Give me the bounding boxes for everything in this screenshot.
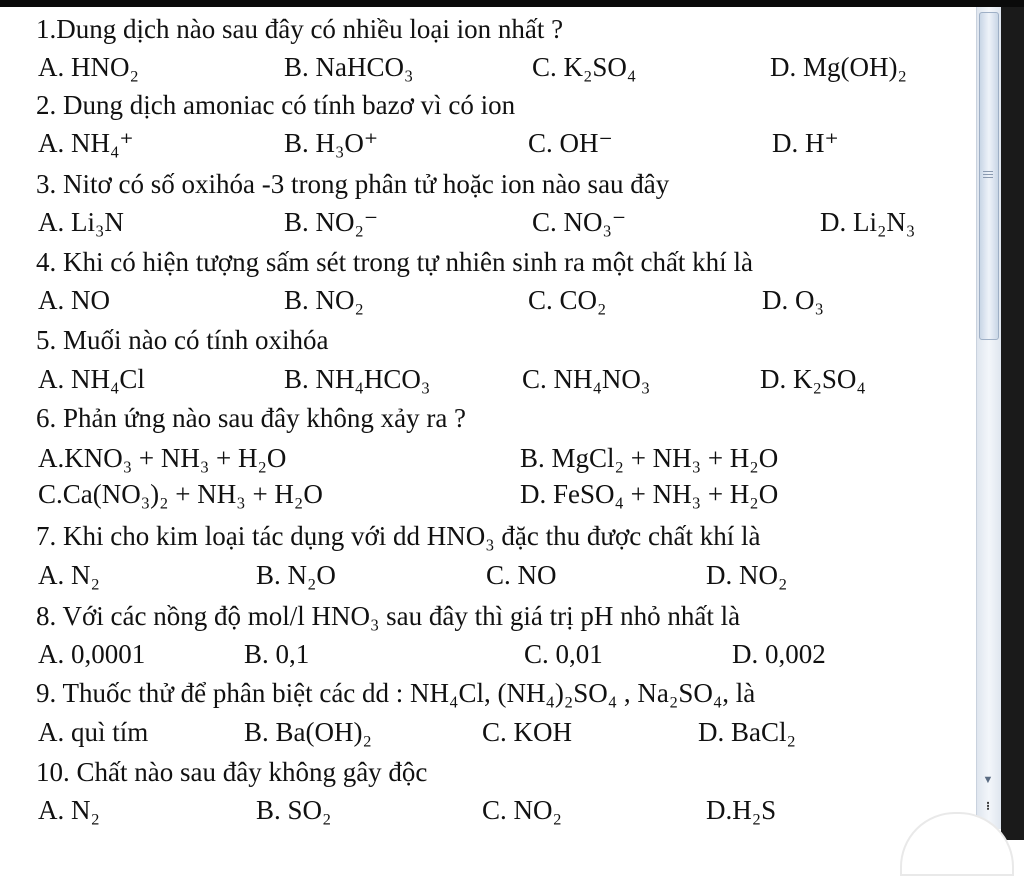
q7-option-a: A. N₂ (38, 560, 100, 590)
q6-option-d: D. FeSO₄ + NH₃ + H₂O (520, 479, 779, 509)
q8-option-b: B. 0,1 (244, 639, 310, 669)
q8-option-a: A. 0,0001 (38, 639, 146, 669)
question-5: 5. Muối nào có tính oxihóa (36, 325, 329, 355)
q4-option-c: C. CO₂ (528, 285, 607, 315)
q10-option-d: D.H₂S (706, 795, 777, 825)
q1-option-c: C. K₂SO₄ (532, 52, 637, 82)
question-6: 6. Phản ứng nào sau đây không xảy ra ? (36, 403, 467, 433)
q4-option-d: D. O₃ (762, 285, 824, 315)
right-edge-border (1001, 7, 1024, 840)
q10-option-a: A. N₂ (38, 795, 100, 825)
q7-option-d: D. NO₂ (706, 560, 788, 590)
q1-option-a: A. HNO₂ (38, 52, 139, 82)
q6-option-c: C.Ca(NO₃)₂ + NH₃ + H₂O (38, 479, 323, 509)
question-3: 3. Nitơ có số oxihóa -3 trong phân tử hoặc ion nào sau đây (36, 169, 670, 199)
q10-option-b: B. SO₂ (256, 795, 332, 825)
question-8: 8. Với các nồng độ mol/l HNO₃ sau đây thì giá trị pH nhỏ nhất là (36, 601, 741, 631)
q2-option-a: A. NH₄⁺ (38, 128, 134, 158)
question-10: 10. Chất nào sau đây không gây độc (36, 757, 428, 787)
q9-option-d: D. BaCl₂ (698, 717, 796, 747)
q5-option-a: A. NH₄Cl (38, 364, 145, 394)
question-9: 9. Thuốc thử để phân biệt các dd : NH₄Cl, (NH₄)₂SO₄ , Na₂SO₄, là (36, 678, 756, 708)
q4-option-a: A. NO (38, 285, 110, 315)
question-1: 1.Dung dịch nào sau đây có nhiều loại ion nhất ? (36, 14, 564, 44)
more-options-icon[interactable]: ⁝ (986, 799, 990, 813)
q3-option-b: B. NO₂⁻ (284, 207, 379, 237)
q2-option-d: D. H⁺ (772, 128, 839, 158)
q7-option-b: B. N₂O (256, 560, 336, 590)
q4-option-b: B. NO₂ (284, 285, 364, 315)
question-4: 4. Khi có hiện tượng sấm sét trong tự nhiên sinh ra một chất khí là (36, 247, 753, 277)
q1-option-b: B. NaHCO₃ (284, 52, 414, 82)
q2-option-c: C. OH⁻ (528, 128, 613, 158)
q5-option-b: B. NH₄HCO₃ (284, 364, 431, 394)
q2-option-b: B. H₃O⁺ (284, 128, 379, 158)
q10-option-c: C. NO₂ (482, 795, 562, 825)
q5-option-c: C. NH₄NO₃ (522, 364, 651, 394)
grip-icon (983, 170, 993, 178)
q8-option-c: C. 0,01 (524, 639, 603, 669)
q8-option-d: D. 0,002 (732, 639, 826, 669)
question-2: 2. Dung dịch amoniac có tính bazơ vì có ion (36, 90, 516, 120)
q5-option-d: D. K₂SO₄ (760, 364, 866, 394)
q3-option-d: D. Li₂N₃ (820, 207, 916, 237)
q9-option-a: A. quì tím (38, 717, 149, 747)
q3-option-c: C. NO₃⁻ (532, 207, 627, 237)
q3-option-a: A. Li₃N (38, 207, 124, 237)
q7-option-c: C. NO (486, 560, 557, 590)
question-7: 7. Khi cho kim loại tác dụng với dd HNO₃ đặc thu được chất khí là (36, 521, 761, 551)
q6-option-b: B. MgCl₂ + NH₃ + H₂O (520, 443, 779, 473)
scroll-down-arrow-icon[interactable]: ▼ (982, 774, 994, 786)
q6-option-a: A.KNO₃ + NH₃ + H₂O (38, 443, 287, 473)
q9-option-b: B. Ba(OH)₂ (244, 717, 372, 747)
q1-option-d: D. Mg(OH)₂ (770, 52, 907, 82)
q9-option-c: C. KOH (482, 717, 573, 747)
